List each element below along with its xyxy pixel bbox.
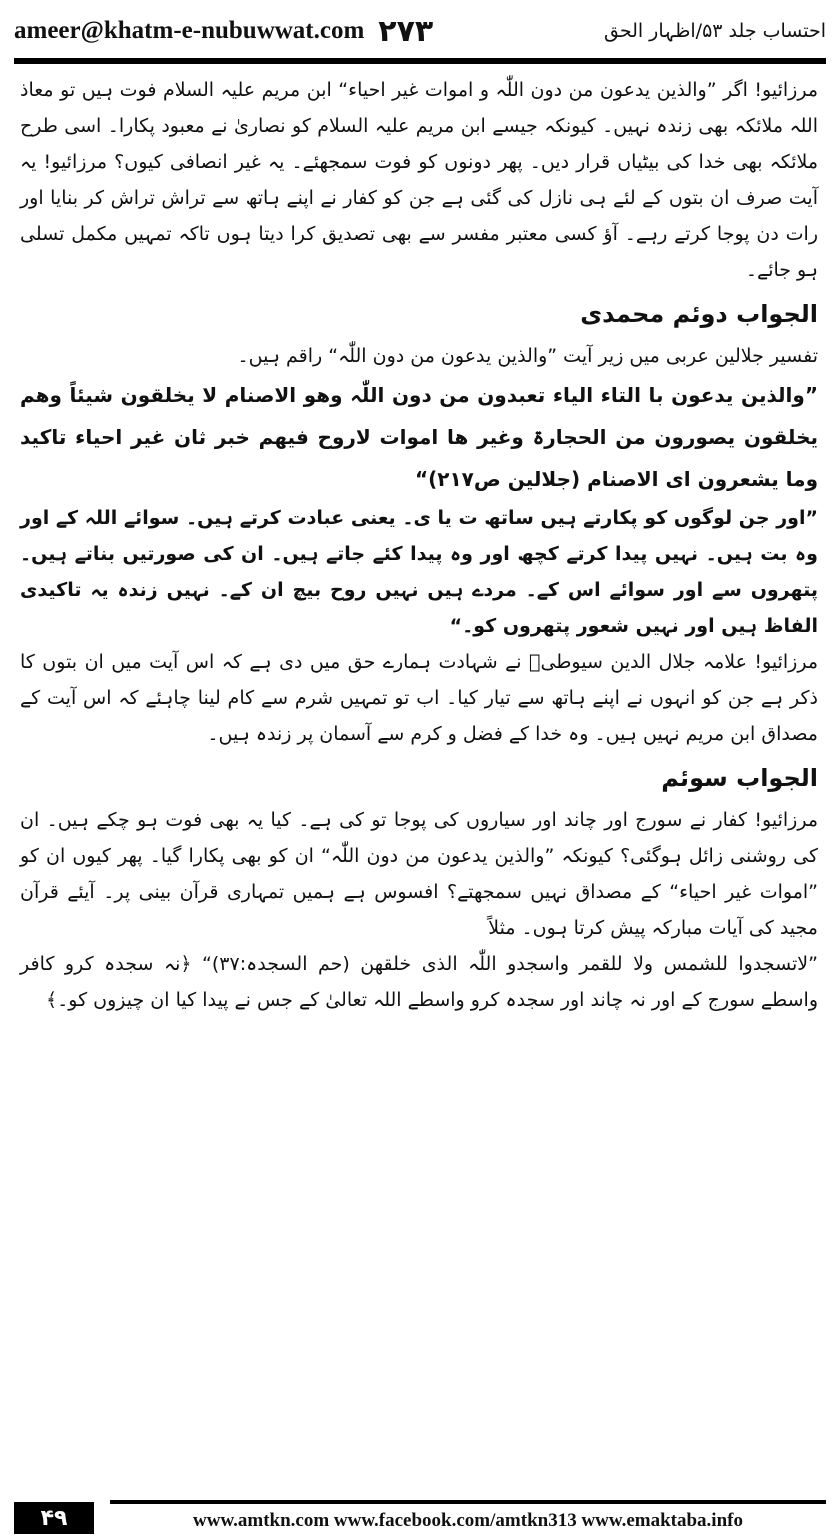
page-number: ۲۷۳ [378, 13, 434, 49]
paragraph-7-quran-quote: ”لاتسجدوا للشمس ولا للقمر واسجدو اللّٰہ الذی خلقھن (حم السجدہ:۳۷)“ ﴿نہ سجدہ کرو کافر واسطے سورج کے اور نہ چاند اور سجدہ کرو واسطے اللہ تعالیٰ کے جس نے پیدا کیا ان چیزوں کو۔﴾ [20, 953, 818, 1011]
footer-rule [110, 1500, 826, 1504]
paragraph-6: مرزائیو! کفار نے سورج اور چاند اور سیاروں کی پوجا تو کی ہے۔ کیا یہ بھی فوت ہو چکے ہیں۔ ان کی روشنی زائل ہوگئی؟ کیونکہ ”والذین یدعون من دون اللّٰہ“ ان کو بھی پکارا گیا۔ پھر کیوں ان کو ”اموات غیر احیاء“ کے مصداق نہیں سمجھتے؟ افسوس ہے ہمیں تمہاری قرآن بینی پر۔ آیئے قرآن مجید کی آیات مبارکہ پیش کرتا ہوں۔ مثلاً [20, 809, 818, 939]
paragraph-1: مرزائیو! اگر ”والذین یدعون من دون اللّٰہ و اموات غیر احیاء“ ابن مریم علیہ السلام فوت ہیں تو معاذ اللہ ملائکہ بھی زندہ نہیں۔ کیونکہ جیسے ابن مریم علیہ السلام کو نصاریٰ نے معبود پکارا۔ اسی طرح ملائکہ بھی خدا کی بیٹیاں قرار دیں۔ پھر دونوں کو فوت سمجھئے۔ یہ غیر انصافی کیوں؟ مرزائیو! یہ آیت صرف ان بتوں کے لئے ہی نازل کی گئی ہے جن کو کفار نے اپنے ہاتھ سے تراش تراش کر بنایا اور رات دن پوجا کرتے رہے۔ آؤ کسی معتبر مفسر سے بھی تصدیق کرا دیتا ہوں تاکہ تمہیں مکمل تسلی ہو جائے۔ [20, 79, 818, 281]
book-title: احتساب جلد ۵۳/اظہار الحق [603, 20, 826, 42]
header-rule [14, 58, 826, 64]
page-body [20, 72, 818, 1452]
footer-page-box: ۴۹ [14, 1502, 94, 1534]
heading-third-answer: الجواب سوئم [661, 764, 818, 792]
heading-second-answer: الجواب دوئم محمدی [580, 300, 818, 328]
paragraph-2: تفسیر جلالین عربی میں زیر آیت ”والذین یدعون من دون اللّٰہ“ راقم ہیں۔ [237, 345, 818, 367]
translation-quote: ”اور جن لوگوں کو پکارتے ہیں ساتھ ت یا ی۔ یعنی عبادت کرتے ہیں۔ سوائے اللہ کے اور وہ بت ہیں۔ نہیں پیدا کرتے کچھ اور وہ پیدا کئے جاتے ہیں۔ ان کی صورتیں بناتے ہیں۔ پتھروں سے اور سوائے اس کے۔ مردے ہیں نہیں روح بیچ ان کے۔ نہیں زندہ یہ تاکیدی الفاظ ہیں اور نہیں شعور پتھروں کو۔“ [20, 507, 818, 637]
page-header [14, 8, 826, 54]
page-footer [14, 1500, 826, 1536]
footer-links[interactable]: www.amtkn.com www.facebook.com/amtkn313 www.emaktaba.info [193, 1510, 743, 1531]
header-left [14, 14, 433, 49]
arabic-quote-jalalain: ”والذین یدعون با التاء الیاء تعبدون من دون اللّٰہ وھو الاصنام لا یخلقون شیئاً وھم یخلقون یصورون من الحجارۃ وغیر ھا اموات لاروح فیھم خبر ثان غیر احیاء تاکید وما یشعرون ای الاصنام (جلالین ص۲۱۷)“ [20, 383, 818, 491]
paragraph-5: مرزائیو! علامہ جلال الدین سیوطیؒ نے شہادت ہمارے حق میں دی ہے کہ اس آیت میں ان بتوں کا ذکر ہے جن کو انہوں نے اپنے ہاتھ سے تیار کیا۔ اب تو تمہیں شرم سے کام لینا چاہئے کہ اس آیت کے مصداق ابن مریم نہیں ہیں۔ وہ خدا کے فضل و کرم سے آسمان پر زندہ ہیں۔ [20, 651, 818, 745]
header-email[interactable]: ameer@khatm-e-nubuwwat.com [14, 17, 365, 44]
